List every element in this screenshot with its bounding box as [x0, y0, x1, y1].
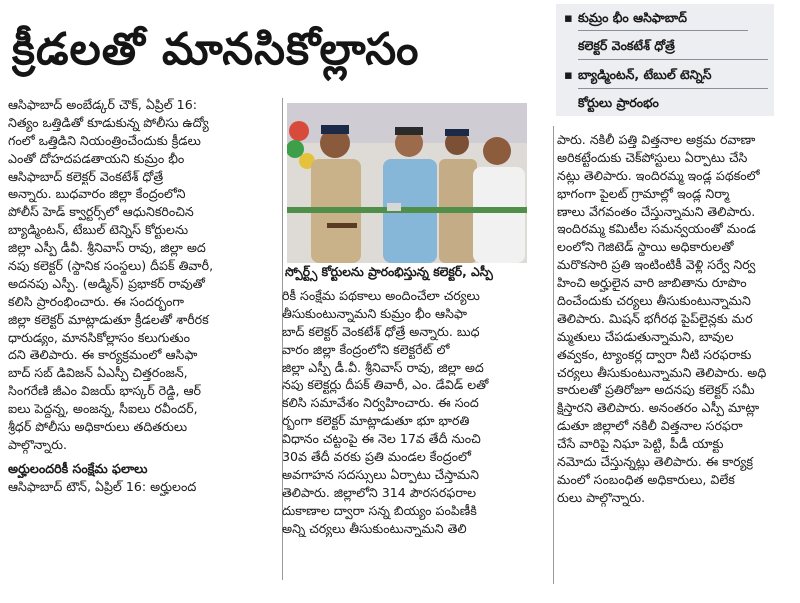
text-line: భాగంగా పైలట్ గ్రామాల్లో ఇండ్ల నిర్మా	[557, 185, 730, 201]
text-line: అరికట్టేందుకు చెక్‌పోస్టులు ఏర్పాటు చేసి	[557, 149, 748, 165]
text-line: మ్మతులు చేపడుతున్నామని, బావుల	[557, 328, 734, 344]
text-line: చేసే వారిపై నిఘా పెట్టి, పీడీ యాక్టు	[557, 436, 724, 452]
column-rule	[553, 126, 554, 584]
text-line: అవగాహన సదస్సులు ఏర్పాటు చేస్తామని	[282, 466, 480, 482]
divider	[578, 30, 748, 31]
text-line: పోలీస్ హెడ్ క్వార్టర్స్‌లో ఆధునికరించిన	[8, 204, 194, 220]
text-line: నిత్యం ఒత్తిడితో కూడుకున్న పోలీసు ఉద్యో	[8, 114, 209, 130]
ribbon-cutting-photo	[287, 103, 527, 263]
text-line: ఆసిఫాబాద్ అంబేడ్కర్ చౌక్, ఏప్రిల్ 16:	[8, 97, 197, 112]
text-line: డుతూ జిల్లాలో నకిలీ విత్తనాల సరఫరా	[557, 418, 743, 434]
text-line: కారులతో ప్రతిరోజూ అదనపు కలెక్టర్ సమీ	[557, 382, 755, 398]
text-line: ణాలు వేగవంతం చేస్తున్నామని తెలిపారు.	[557, 203, 756, 219]
text-line: 30వ తేదీ వరకు ప్రతి మండల కేంద్రంలో	[282, 449, 471, 465]
divider	[578, 59, 768, 60]
article-column-1	[8, 96, 284, 496]
bullet-icon: ▪	[564, 11, 573, 26]
text-line: నట్లు తెలిపారు. ఇందిరమ్మ ఇండ్ల పథకంలో	[557, 167, 760, 183]
text-line: వారం జిల్లా కేంద్రంలోని కలెక్టరేట్ లో	[282, 341, 450, 357]
text-line: జిల్లా కలెక్టర్ మాట్లాడుతూ క్రీడలతో శారీరక	[8, 311, 209, 327]
highlight-line: కుమ్రం భీం ఆసిఫాబాద్	[578, 10, 687, 25]
text-line: నపు కలెక్టర్ (స్థానిక సంస్థలు) దీపక్ తివారీ,	[8, 258, 214, 274]
text-line: తెలిపారు. మిషన్ భగీరథ పైప్‌లైన్లకు మర	[557, 310, 753, 326]
highlight-line: కలెక్టర్ వెంకటేశ్ ధోత్రే	[578, 38, 675, 53]
text-line: ధారుడ్యం, మానసికోల్లాసం కలుగుతుం	[8, 329, 190, 345]
text-line: తెలిపారు. జిల్లాలోని 314 పౌరసరఫరాల	[282, 484, 477, 500]
text-line: ఎంతో దోహదపడతాయని కుమ్రం భీం	[8, 150, 185, 166]
text-line: రులు పాల్గొన్నారు.	[557, 489, 646, 505]
text-line: పారు. నకిలీ పత్తి విత్తనాల అక్రమ రవాణా	[557, 132, 756, 147]
text-line: అదనపు ఎస్పీ. (అడ్మిన్) ప్రభాకర్ రావుతో	[8, 275, 205, 291]
text-line: దించేందుకు చర్యలు తీసుకుంటున్నామని	[557, 293, 751, 309]
article-column-2	[282, 287, 554, 537]
text-line: మంలో సంబంధిత అధికారులు, విలేక	[557, 471, 735, 487]
text-line: జిల్లా ఎస్పీ డీ.వీ. శ్రీనివాస్ రావు, జిల్లా అద	[282, 359, 484, 375]
divider	[578, 88, 768, 89]
text-line: బాద్ కలెక్టర్ వెంకటేశ్ ధోత్రే అన్నారు. బుధ	[282, 323, 480, 339]
text-line: కలిసి సమావేశం నిర్వహించారు. ఈ సంద	[282, 395, 479, 411]
text-line: శ్రీధర్ పోలీసు అధికారులు తదితరులు	[8, 419, 188, 435]
text-line: ఆసిఫాబాద్ కలెక్టర్ వెంకటేశ్ ధోత్రే	[8, 168, 164, 184]
text-line: తవ్వకం, ట్యాంకర్ల ద్వారా నీటి సరఫరాకు	[557, 346, 752, 362]
text-line: బ్యాడ్మింటన్, టేబుల్ టెన్నిస్ కోర్టులను	[8, 222, 189, 238]
text-line: ఇందిరమ్మ కమిటీల సమన్వయంతో మండ	[557, 221, 756, 237]
subheading: అర్హులందరికీ సంక్షేమ ఫలాలు	[8, 460, 147, 478]
text-line: అన్నారు. బుధవారం జిల్లా కేంద్రంలోని	[8, 186, 186, 202]
text-line: నమోదు చేస్తున్నట్లు తెలిపారు. ఈ కార్యక్ర	[557, 454, 753, 470]
text-line: రికీ సంక్షేమ పథకాలు అందించేలా చర్యలు	[282, 288, 480, 303]
text-line: దని తెలిపారు. ఈ కార్యక్రమంలో ఆసిఫా	[8, 347, 198, 363]
text-line: జిల్లా ఎస్పీ డీవీ. శ్రీనివాస్ రావు, జిల్లా అద	[8, 240, 206, 256]
text-line: ఐలు పెద్దన్న, అంజన్న, సీఐలు రవీందర్,	[8, 401, 198, 417]
highlights-box	[556, 4, 774, 116]
photo-caption: స్పోర్ట్స్ కోర్టులను ప్రారంభిస్తున్న కలెక్టర్, ఎస్పీ	[285, 265, 493, 279]
text-line: గంలో ఒత్తిడిని నియంత్రించేందుకు క్రీడలు	[8, 132, 201, 148]
text-line: లంలోని గెజిటెడ్ స్థాయి అధికారులతో	[557, 239, 734, 255]
text-line: దుకాణాల ద్వారా సన్న బియ్యం పంపిణీకి	[282, 502, 477, 518]
text-line: విధానం చట్టంపై ఈ నెల 17వ తేదీ నుంచి	[282, 431, 481, 447]
bullet-icon: ▪	[564, 68, 573, 83]
text-line: నపు కలెక్టర్లు దీపక్ తివారీ, ఎం. డేవిడ్ లతో	[282, 377, 489, 393]
text-line: హించి అర్హులైన వారి జాబితాను రూపొం	[557, 275, 747, 291]
text-line: తీసుకుంటున్నామని కుమ్రం భీం ఆసిఫా	[282, 305, 467, 321]
text-line: క్షిస్తారని తెలిపారు. అనంతరం ఎస్పీ మాట్లా	[557, 400, 760, 416]
text-line: అన్ని చర్యలు తీసుకుంటున్నామని తెలి	[282, 520, 467, 536]
highlight-line: కోర్టులు ప్రారంభం	[578, 95, 659, 110]
text-line: ఆసిఫాబాద్ టౌన్, ఏప్రిల్ 16: అర్హులంద	[8, 478, 197, 494]
article-column-3	[557, 131, 795, 507]
text-line: సింగరేణి జీఎం విజయ్ భాస్కర్ రెడ్డి, ఆర్	[8, 383, 201, 399]
article-headline: క్రీడలతో మానసికోల్లాసం	[12, 24, 420, 75]
event-photo	[287, 103, 527, 263]
text-line: ర్భంగా కలెక్టర్ మాట్లాడుతూ భూ భారతి	[282, 413, 470, 429]
text-line: చర్యలు తీసుకుంటున్నామని తెలిపారు. అధి	[557, 364, 767, 380]
text-line: కలిసి ప్రారంభించారు. ఈ సందర్భంగా	[8, 293, 185, 309]
text-line: పాల్గొన్నారు.	[8, 436, 67, 452]
text-line: మరొకసారి ప్రతి ఇంటింటికీ వెళ్లి సర్వే నిర్వ	[557, 257, 756, 273]
highlight-line: బ్యాడ్మింటన్, టేబుల్ టెన్నిస్	[578, 67, 712, 82]
text-line: బాద్ సబ్ డివిజన్ ఏఎస్పీ చిత్తరంజన్,	[8, 365, 188, 381]
